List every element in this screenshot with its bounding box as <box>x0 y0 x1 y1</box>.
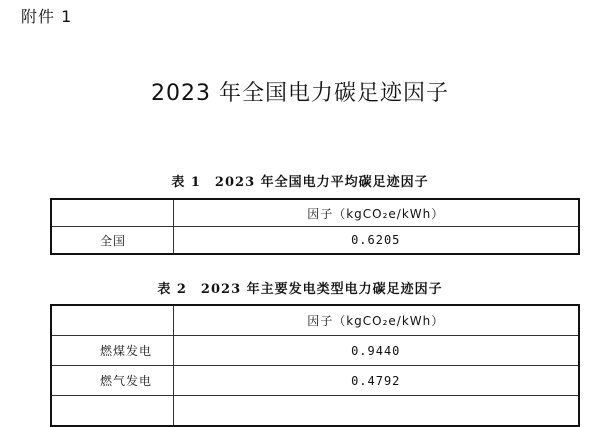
row-label: 燃气发电 <box>51 366 173 396</box>
table-row <box>51 336 579 366</box>
row-label: 燃煤发电 <box>51 336 173 366</box>
row-label <box>51 396 173 427</box>
document-title: 2023 年全国电力碳足迹因子 <box>151 81 449 106</box>
table-row <box>51 366 579 396</box>
table2-caption: 表 2 2023 年主要发电类型电力碳足迹因子 <box>157 282 443 297</box>
row-value <box>173 396 579 427</box>
row-value: 0.4792 <box>173 366 579 396</box>
table1-caption: 表 1 2023 年全国电力平均碳足迹因子 <box>171 175 429 190</box>
row-label: 全国 <box>51 227 173 255</box>
national-average-factor-table <box>50 198 580 255</box>
row-value: 0.6205 <box>173 227 579 255</box>
header-cell-factor: 因子（kgCO₂e/kWh） <box>173 305 579 336</box>
row-value: 0.9440 <box>173 336 579 366</box>
table-header-row <box>51 199 579 227</box>
table-header-row <box>51 305 579 336</box>
header-cell-blank <box>51 305 173 336</box>
attachment-label: 附件 1 <box>21 7 73 26</box>
header-cell-blank <box>51 199 173 227</box>
header-cell-factor: 因子（kgCO₂e/kWh） <box>173 199 579 227</box>
table-row-partial <box>51 396 579 427</box>
generation-type-factor-table <box>50 304 580 427</box>
table-row <box>51 227 579 255</box>
